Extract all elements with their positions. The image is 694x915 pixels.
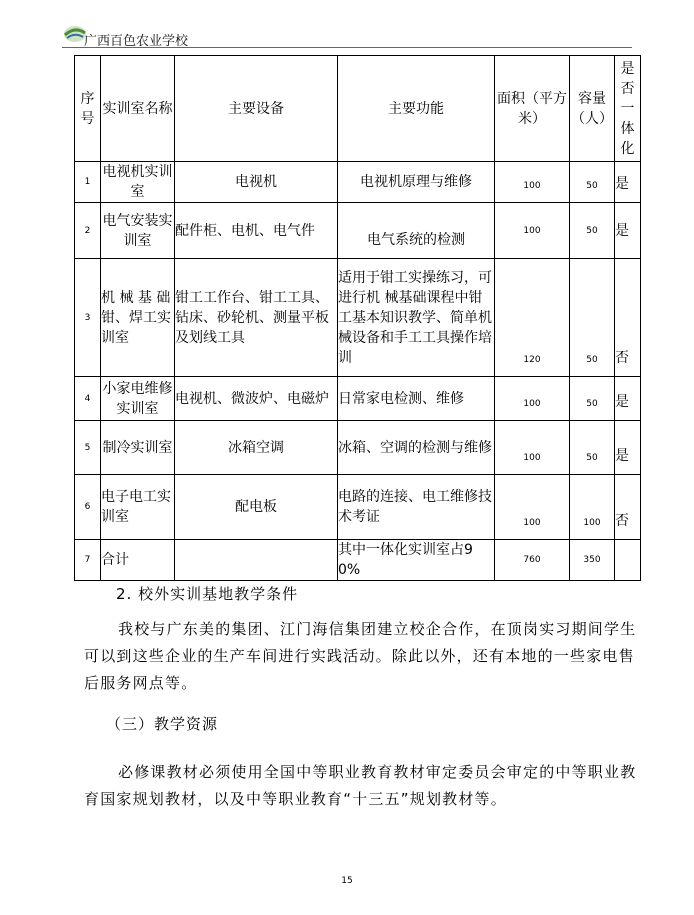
offsite-training-paragraph — [84, 616, 644, 697]
cell-function: 冰箱、空调的检测与维修 — [338, 421, 495, 475]
cell-index: 4 — [75, 377, 101, 421]
teaching-resources-paragraph — [84, 759, 644, 813]
cell-index: 1 — [75, 162, 101, 203]
cell-function: 日常家电检测、维修 — [338, 377, 495, 421]
cell-equipment: 冰箱空调 — [175, 421, 338, 475]
cell-capacity: 350 — [570, 540, 615, 581]
cell-area: 120 — [495, 259, 570, 377]
table-row — [75, 475, 641, 540]
table-row — [75, 259, 641, 377]
cell-integrated: 是 — [615, 162, 641, 203]
cell-area: 100 — [495, 421, 570, 475]
cell-area: 100 — [495, 377, 570, 421]
school-name: 广西百色农业学校 — [84, 34, 189, 49]
col-header-room: 实训室名称 — [101, 56, 175, 162]
teaching-resources-text: 必修课教材必须使用全国中等职业教育教材审定委员会审定的中等职业教育国家规划教材，以及中等职业教育“十三五”规划教材等。 — [84, 763, 637, 808]
col-header-function: 主要功能 — [338, 56, 495, 162]
col-header-area: 面积（平方米） — [495, 56, 570, 162]
cell-index: 6 — [75, 475, 101, 540]
section-heading-offsite-training: 2. 校外实训基地教学条件 — [116, 585, 299, 603]
cell-integrated — [615, 540, 641, 581]
cell-room: 电子电工实训室 — [101, 475, 175, 540]
cell-capacity: 50 — [570, 162, 615, 203]
cell-room: 电视机实训室 — [101, 162, 175, 203]
table-row — [75, 162, 641, 203]
cell-index: 3 — [75, 259, 101, 377]
cell-integrated: 否 — [615, 475, 641, 540]
table-row — [75, 203, 641, 259]
page-header — [62, 22, 632, 52]
cell-equipment: 配件柜、电机、电气件 — [175, 203, 338, 259]
table-row — [75, 377, 641, 421]
cell-integrated: 是 — [615, 421, 641, 475]
col-header-index: 序号 — [75, 56, 101, 162]
cell-area: 100 — [495, 162, 570, 203]
cell-room: 制冷实训室 — [101, 421, 175, 475]
facility-table — [74, 55, 641, 581]
cell-index: 2 — [75, 203, 101, 259]
col-header-equipment: 主要设备 — [175, 56, 338, 162]
table-row — [75, 421, 641, 475]
cell-integrated: 否 — [615, 259, 641, 377]
cell-equipment: 电视机 — [175, 162, 338, 203]
header-divider — [62, 47, 632, 48]
cell-room: 电气安装实训室 — [101, 203, 175, 259]
cell-area: 100 — [495, 475, 570, 540]
section-heading-teaching-resources: （三）教学资源 — [106, 715, 219, 733]
cell-function: 电路的连接、电工维修技术考证 — [338, 475, 495, 540]
cell-area: 100 — [495, 203, 570, 259]
cell-room: 小家电维修实训室 — [101, 377, 175, 421]
cell-index: 7 — [75, 540, 101, 581]
col-header-capacity: 容量（人） — [570, 56, 615, 162]
cell-capacity: 50 — [570, 203, 615, 259]
cell-capacity: 50 — [570, 377, 615, 421]
cell-equipment: 配电板 — [175, 475, 338, 540]
cell-area: 760 — [495, 540, 570, 581]
cell-function: 适用于钳工实操练习，可进行机 械基础课程中钳工基本知识教学、简单机械设备和手工工具操作培训 — [338, 259, 495, 377]
cell-index: 5 — [75, 421, 101, 475]
cell-function: 其中一体化实训室占90% — [338, 540, 495, 581]
cell-room: 合计 — [101, 540, 175, 581]
offsite-training-text: 我校与广东美的集团、江门海信集团建立校企合作，在顶岗实习期间学生可以到这些企业的生产车间进行实践活动。除此以外，还有本地的一些家电售后服务网点等。 — [84, 620, 637, 692]
cell-function: 电视机原理与维修 — [338, 162, 495, 203]
cell-equipment: 电视机、微波炉、电磁炉 — [175, 377, 338, 421]
cell-capacity: 100 — [570, 475, 615, 540]
cell-capacity: 50 — [570, 259, 615, 377]
cell-capacity: 50 — [570, 421, 615, 475]
cell-room: 机 械 基 础钳、焊工实训室 — [101, 259, 175, 377]
table-row-total — [75, 540, 641, 581]
cell-integrated: 是 — [615, 377, 641, 421]
cell-integrated: 是 — [615, 203, 641, 259]
cell-function: 电气系统的检测 — [338, 203, 495, 259]
table-header-row — [75, 56, 641, 162]
col-header-integrated: 是否一体化 — [615, 56, 641, 162]
cell-equipment: 钳工工作台、钳工工具、钻床、砂轮机、测量平板及划线工具 — [175, 259, 338, 377]
page-number: 15 — [341, 876, 353, 886]
cell-equipment — [175, 540, 338, 581]
